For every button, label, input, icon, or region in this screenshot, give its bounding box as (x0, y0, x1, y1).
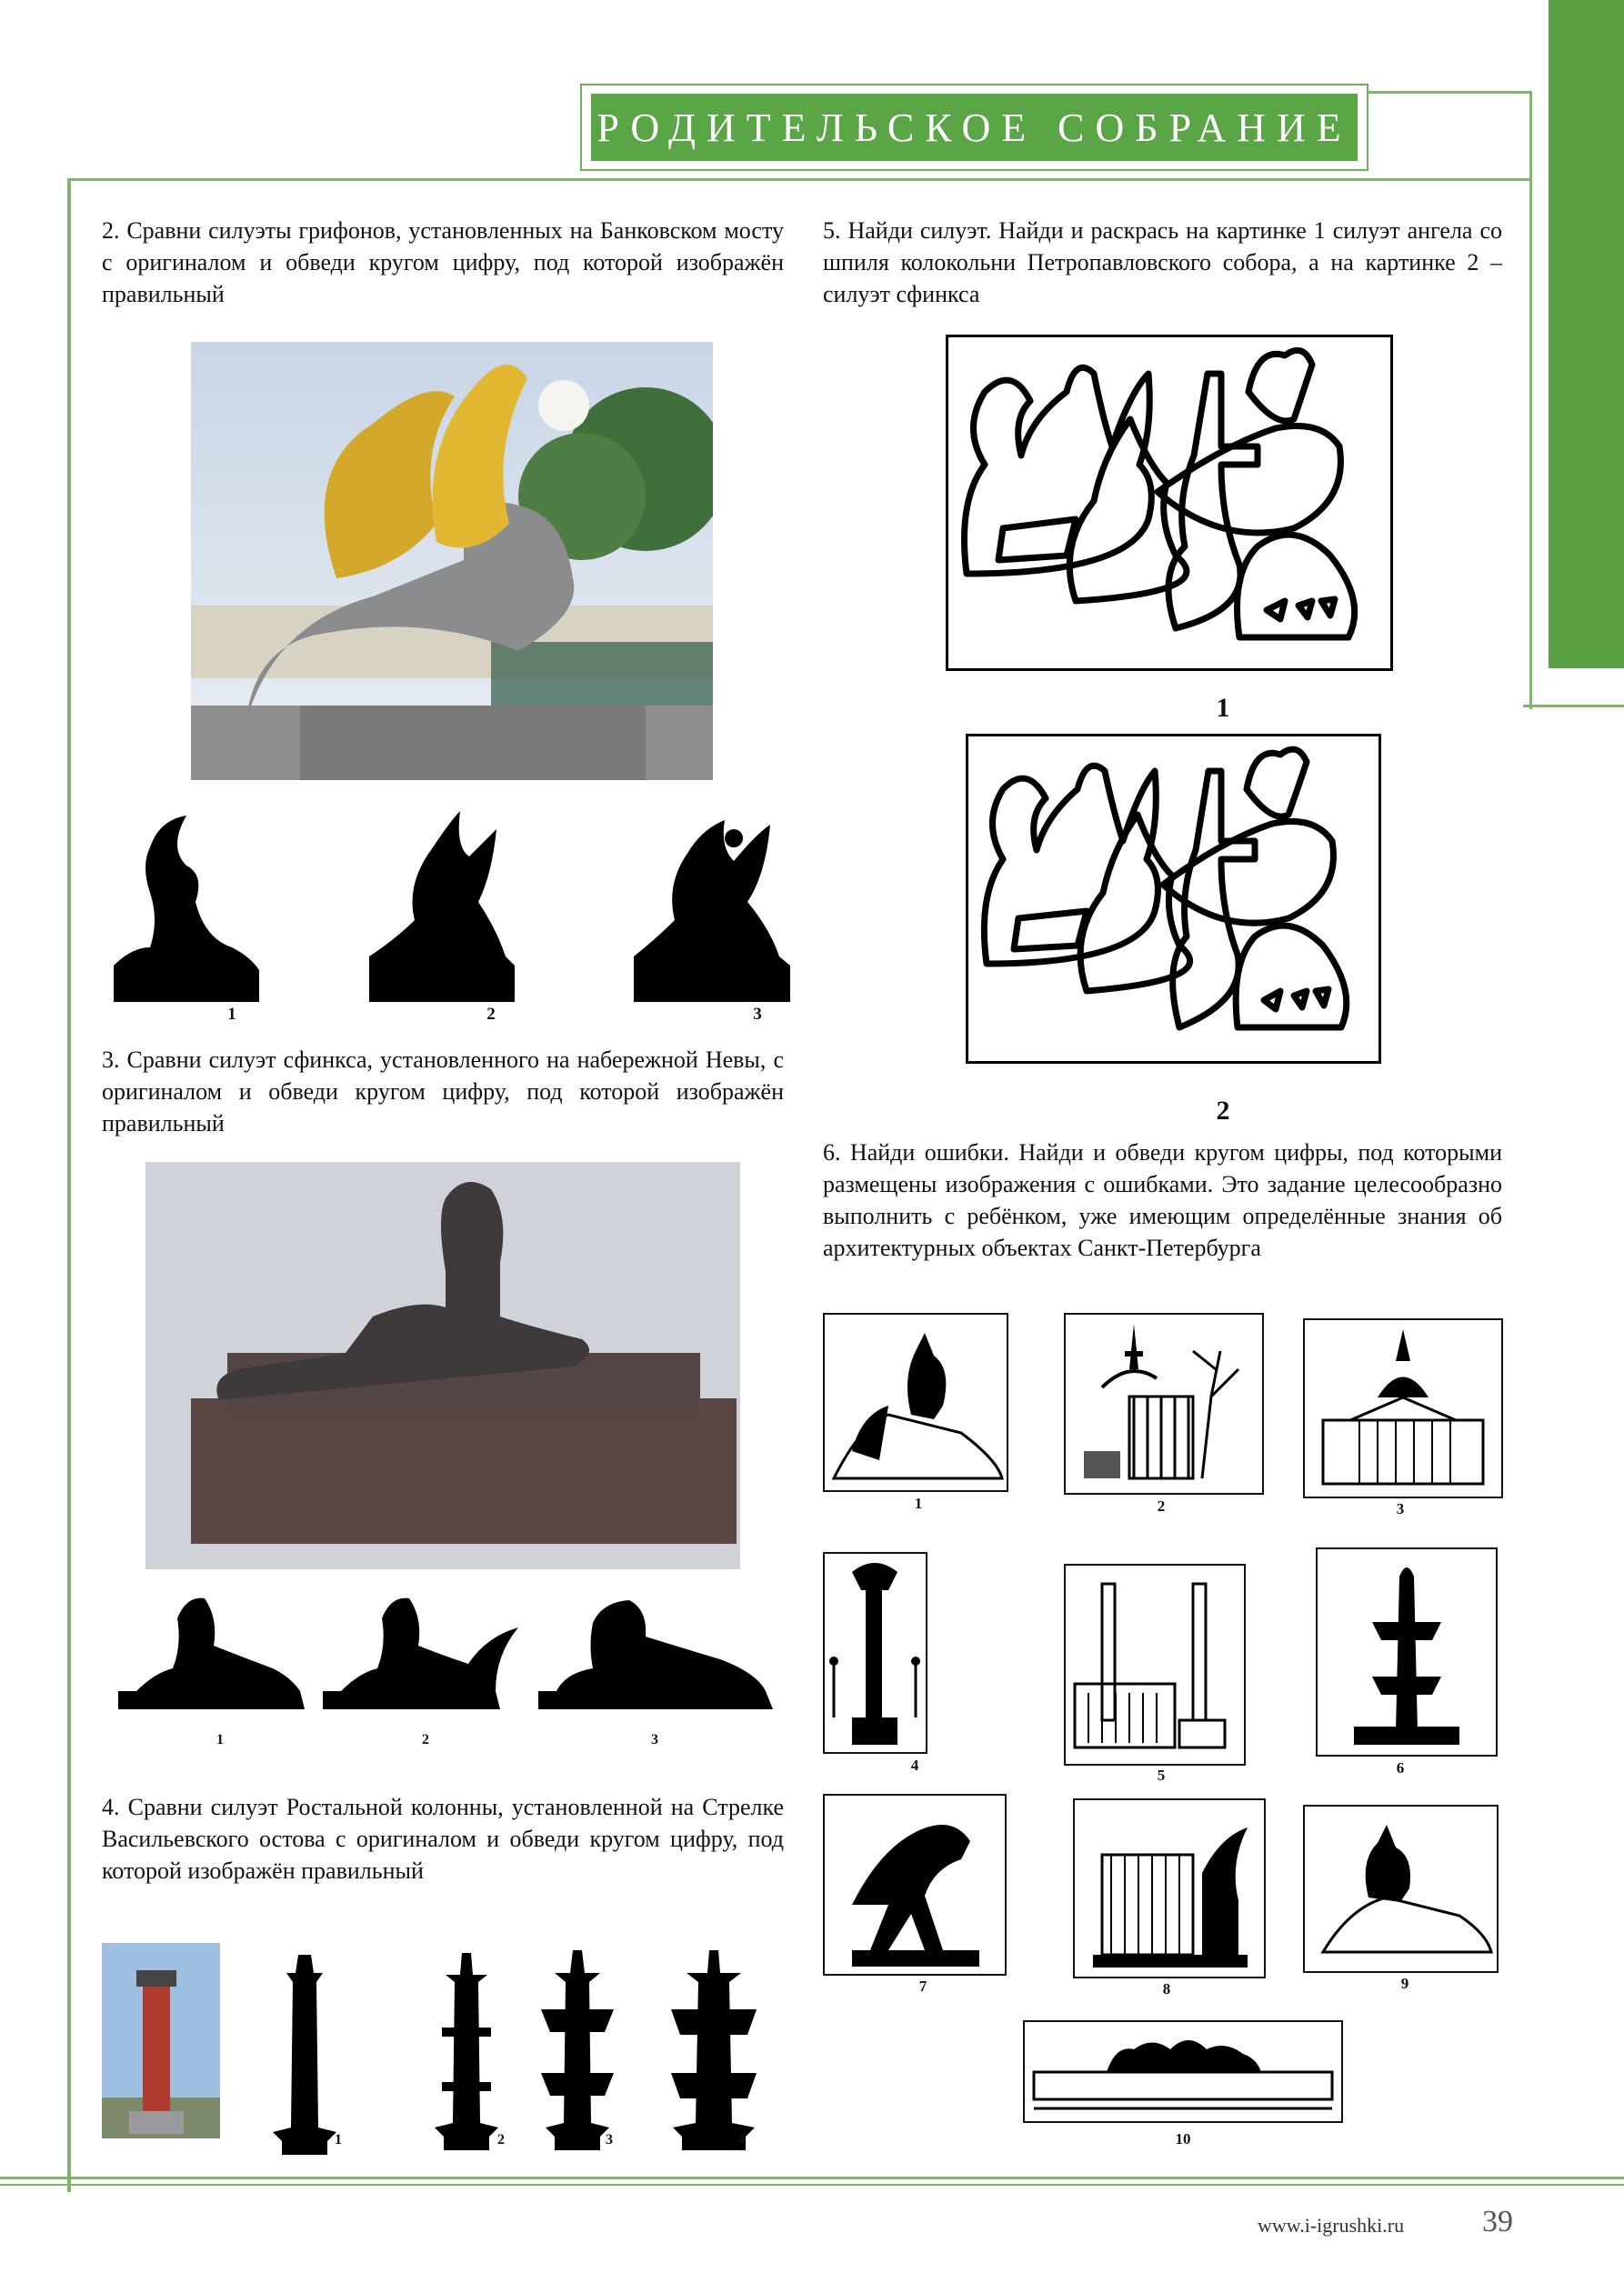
error-picture-3 (1303, 1318, 1503, 1498)
rostral-label-1: 1 (335, 2132, 342, 2148)
error-picture-7 (823, 1794, 1007, 1976)
error-picture-2 (1064, 1313, 1264, 1495)
rostral-column-photo (102, 1943, 220, 2138)
error-label-6: 6 (1396, 1759, 1405, 1777)
error-label-10: 10 (1175, 2130, 1191, 2148)
rostral-silhouette-3 (532, 1946, 623, 2150)
header-border-line (1368, 91, 1532, 94)
error-label-1: 1 (914, 1495, 923, 1512)
error-picture-4 (823, 1552, 927, 1754)
sphinx-silhouette-1 (118, 1591, 305, 1709)
page-number: 39 (1482, 2205, 1513, 2238)
right-border-tail (1523, 705, 1624, 707)
error-picture-5 (1064, 1564, 1246, 1766)
task3-text: 3. Сравни силуэт сфинкса, установленного на набережной Невы, с оригиналом и обведи кругом цифру, под которой изображён правильный (102, 1046, 784, 1136)
rostral-label-2: 2 (497, 2132, 505, 2148)
error-picture-1 (823, 1313, 1008, 1492)
task4-text: 4. Сравни силуэт Ростальной колонны, установленной на Стрелке Васильевского остова с оригиналом и обведи кругом цифру, под которой изображён правильный (102, 1794, 784, 1884)
error-label-4: 4 (910, 1757, 919, 1774)
griffin-label-2: 2 (486, 1005, 496, 1024)
sphinx-silhouette-3 (538, 1591, 773, 1709)
rostral-silhouette-4 (664, 1946, 764, 2150)
puzzle-label-2: 2 (1216, 1096, 1230, 1126)
griffin-photo (191, 342, 713, 780)
griffin-silhouette-3 (634, 811, 790, 1002)
bottom-border (0, 2177, 1624, 2179)
sphinx-label-3: 3 (651, 1732, 658, 1747)
right-border (1529, 91, 1532, 709)
page-title: РОДИТЕЛЬСКОЕ СОБРАНИЕ (591, 94, 1358, 161)
task6-text: 6. Найди ошибки. Найди и обведи кругом цифры, под которыми размещены изображения с ошибками. Это задание целесообразно выполнить с ребёнком, уже имеющим определённые знания об архитектурных объектах Санкт-Петербурга (823, 1139, 1502, 1261)
error-picture-6 (1316, 1547, 1498, 1757)
error-label-5: 5 (1157, 1767, 1166, 1784)
error-picture-10 (1023, 2020, 1343, 2123)
rostral-label-4: 4 (737, 2132, 745, 2148)
silhouette-puzzle-2 (966, 734, 1381, 1064)
error-label-3: 3 (1396, 1500, 1405, 1517)
top-border (67, 178, 1531, 181)
sphinx-silhouette-2 (323, 1591, 518, 1709)
sphinx-photo (145, 1162, 740, 1569)
error-label-8: 8 (1162, 1980, 1171, 1998)
task2-text: 2. Сравни силуэты грифонов, установленных на Банковском мосту с оригиналом и обведи кругом цифру, под которой изображён правильный (102, 217, 784, 307)
error-label-7: 7 (918, 1978, 927, 1995)
sphinx-label-2: 2 (422, 1732, 429, 1747)
left-border (67, 178, 71, 2192)
side-color-bar (1549, 0, 1624, 668)
bottom-border-2 (0, 2184, 1624, 2186)
error-label-2: 2 (1157, 1497, 1166, 1515)
rostral-label-3: 3 (606, 2132, 613, 2148)
griffin-silhouette-1 (114, 811, 259, 1002)
rostral-silhouette-1 (255, 1946, 355, 2155)
puzzle-label-1: 1 (1216, 693, 1230, 723)
error-label-9: 9 (1400, 1975, 1409, 1992)
griffin-label-1: 1 (227, 1005, 236, 1024)
rostral-silhouette-2 (426, 1946, 507, 2150)
sphinx-label-1: 1 (216, 1732, 224, 1747)
silhouette-puzzle-1 (946, 335, 1393, 671)
griffin-silhouette-2 (369, 811, 515, 1002)
error-picture-8 (1073, 1798, 1266, 1978)
error-picture-9 (1303, 1805, 1499, 1973)
griffin-label-3: 3 (753, 1005, 762, 1024)
task5-text: 5. Найди силуэт. Найди и раскрась на картинке 1 силуэт ангела со шпиля колокольни Петропавловского собора, а на картинке 2 – силуэт сфинкса (823, 217, 1502, 307)
footer-url: www.i-igrushki.ru (1258, 2214, 1405, 2237)
